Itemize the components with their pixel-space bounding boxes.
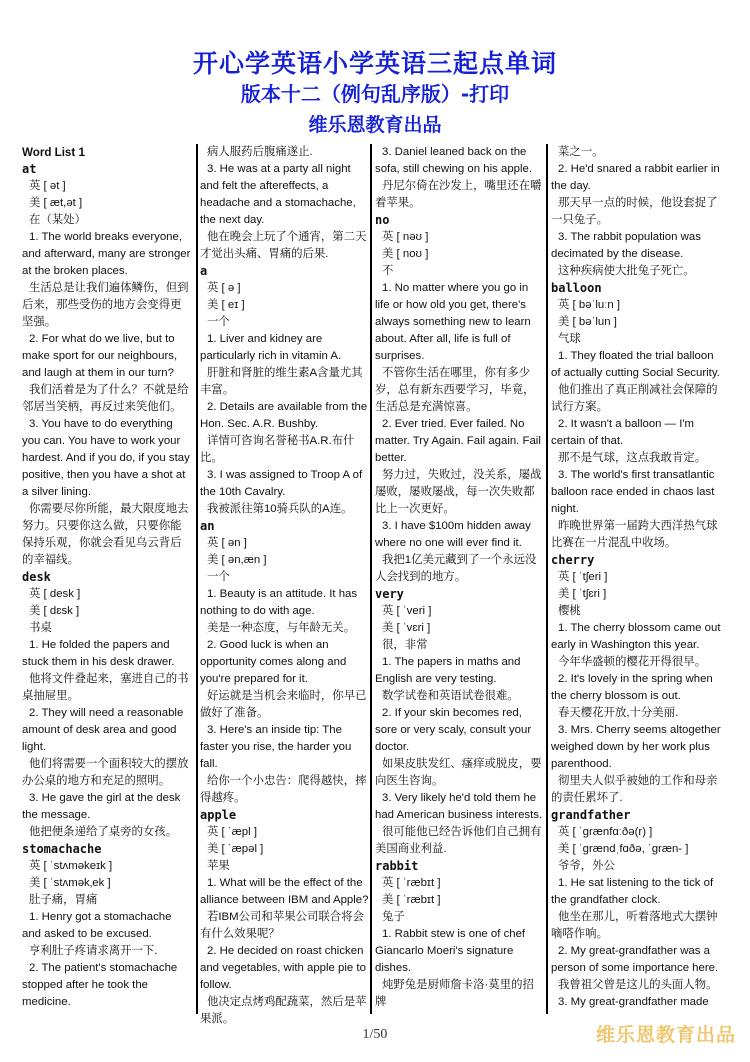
example-sentence: 2. The patient's stomachache stopped after he took the medicine. — [22, 962, 178, 1008]
meaning: 爷爷，外公 — [558, 860, 615, 872]
example-translation: 他把便条递给了桌旁的女孩。 — [29, 826, 178, 838]
example-translation: 好运就是当机会来临时，你早已做好了准备。 — [200, 690, 367, 719]
phonetic: 美 [ ˈæpəl ] — [207, 843, 264, 855]
example-sentence: 3. The rabbit population was decimated by the disease. — [551, 231, 701, 260]
phonetic: 美 [ ˈstʌmək‚ek ] — [29, 877, 111, 889]
meaning: 兔子 — [382, 911, 405, 923]
example-translation: 他将文件叠起来，塞进自己的书桌抽屉里。 — [22, 673, 189, 702]
example-translation: 亨利肚子疼请求离开一下. — [29, 945, 158, 957]
phonetic: 美 [ ˈvɛri ] — [382, 622, 431, 634]
example-translation: 春天樱花开放,十分美丽. — [558, 707, 679, 719]
example-translation: 如果皮肤发红、瘙痒或脱皮，要向医生咨询。 — [375, 758, 542, 787]
meaning: 苹果 — [207, 860, 230, 872]
headword: cherry — [551, 553, 595, 567]
example-sentence: 2. If your skin becomes red, sore or very scaly, consult your doctor. — [375, 707, 532, 753]
example-translation: 昨晚世界第一届跨大西洋热气球比赛在一片混乱中收场。 — [551, 520, 718, 549]
example-sentence: 2. For what do we live, but to make sport for our neighbours, and laugh at them in our turn? — [22, 333, 178, 379]
example-translation: 美是一种态度，与年龄无关。 — [207, 622, 356, 634]
example-sentence: 1. Liver and kidney are particularly rich in vitamin A. — [200, 333, 342, 362]
phonetic: 英 [ ˈveri ] — [382, 605, 432, 617]
example-translation: 生活总是让我们遍体鳞伤，但到后来，那些受伤的地方会变得更坚强。 — [22, 282, 189, 328]
column-divider — [546, 144, 548, 1014]
example-sentence: 1. The world breaks everyone, and afterward, many are stronger at the broken places. — [22, 231, 191, 277]
example-translation: 他决定点烤鸡配蔬菜，然后是苹果派。 — [200, 996, 367, 1025]
phonetic: 英 [ ˈæpl ] — [207, 826, 258, 838]
phonetic: 美 [ dɛsk ] — [29, 605, 80, 617]
example-translation: 菜之一。 — [558, 146, 604, 158]
headword: an — [200, 519, 215, 533]
example-sentence: 1. They floated the trial balloon of actually cutting Social Security. — [551, 350, 720, 379]
meaning: 在（某处） — [29, 214, 86, 226]
example-sentence: 2. Ever tried. Ever failed. No matter. Try Again. Fail again. Fail better. — [375, 418, 541, 464]
example-translation: 丹尼尔倚在沙发上，嘴里还在嚼着苹果。 — [375, 180, 542, 209]
phonetic: 美 [ bəˈlun ] — [558, 316, 617, 328]
publisher-line: 维乐恩教育出品 — [308, 114, 442, 136]
column-2 — [200, 144, 369, 1025]
headword: grandfather — [551, 808, 631, 822]
example-sentence: 2. Details are available from the Hon. Sec. A.R. Bushby. — [200, 401, 368, 430]
example-sentence: 1. He folded the papers and stuck them in his desk drawer. — [22, 639, 175, 668]
meaning: 很，非常 — [382, 639, 428, 651]
phonetic: 美 [ eɪ ] — [207, 299, 245, 311]
phonetic: 英 [ ˈɡrænfɑːðə(r) ] — [558, 826, 653, 838]
example-translation: 病人服药后腹痛遂止. — [207, 146, 313, 158]
example-translation: 今年华盛顿的樱花开得很早。 — [558, 656, 707, 668]
example-translation: 给你一个小忠告：爬得越快，摔得越疼。 — [200, 775, 367, 804]
headword: apple — [200, 808, 237, 822]
phonetic: 英 [ desk ] — [29, 588, 81, 600]
phonetic: 美 [ æt,ət ] — [29, 197, 83, 209]
example-sentence: 2. It's lovely in the spring when the cherry blossom is out. — [551, 673, 713, 702]
example-translation: 这种疾病使大批兔子死亡。 — [558, 265, 695, 277]
example-translation: 肝脏和肾脏的维生素A含量尤其丰富。 — [200, 367, 363, 396]
column-3 — [375, 144, 545, 1014]
example-sentence: 3. I was assigned to Troop A of the 10th Cavalry. — [200, 469, 363, 498]
document-title: 开心学英语小学英语三起点单词 — [192, 49, 557, 78]
example-sentence: 3. My great-grandfather made — [558, 996, 709, 1008]
headword: rabbit — [375, 859, 419, 873]
phonetic: 英 [ ə ] — [207, 282, 241, 294]
example-sentence: 2. He'd snared a rabbit earlier in the day. — [551, 163, 720, 192]
example-sentence: 3. Daniel leaned back on the sofa, still chewing on his apple. — [375, 146, 533, 175]
example-sentence: 1. The papers in maths and English are very testing. — [375, 656, 521, 685]
phonetic: 美 [ ˈræbɪt ] — [382, 894, 441, 906]
phonetic: 英 [ nəʊ ] — [382, 231, 429, 243]
example-translation: 彻里夫人似乎被她的工作和母亲的责任累坏了. — [551, 775, 718, 804]
example-translation: 那天早一点的时候，他设套捉了一只兔子。 — [551, 197, 718, 226]
example-sentence: 2. Good luck is when an opportunity comes along and you're prepared for it. — [200, 639, 347, 685]
headword: no — [375, 213, 390, 227]
example-translation: 我曾祖父曾是这儿的头面人物。 — [558, 979, 718, 991]
example-translation: 努力过，失败过，没关系，屡战屡败，屡败屡战，每一次失败都比上一次更好。 — [375, 469, 542, 515]
example-translation: 不管你生活在哪里，你有多少岁，总有新东西要学习，毕竟，生活总是充满惊喜。 — [375, 367, 535, 413]
meaning: 一个 — [207, 316, 230, 328]
phonetic: 美 [ ˈɡrændˌfɑðə, ˈɡræn- ] — [558, 843, 689, 855]
word-list-heading: Word List 1 — [22, 146, 85, 159]
example-translation: 炖野兔是厨师詹卡洛·莫里的招牌 — [375, 979, 534, 1008]
example-sentence: 2. It wasn't a balloon — I'm certain of that. — [551, 418, 695, 447]
headword: desk — [22, 570, 51, 584]
document-subtitle: 版本十二（例句乱序版）-打印 — [240, 82, 510, 106]
example-sentence: 1. What will be the effect of the alliance between IBM and Apple? — [200, 877, 369, 906]
example-translation: 很可能他已经告诉他们自己拥有美国商业利益. — [375, 826, 542, 855]
example-translation: 他们推出了真正削减社会保障的试行方案。 — [551, 384, 718, 413]
example-sentence: 3. He gave the girl at the desk the message. — [22, 792, 181, 821]
headword: a — [200, 264, 208, 278]
example-sentence: 1. Rabbit stew is one of chef Giancarlo Moeri's signature dishes. — [375, 928, 526, 974]
example-sentence: 2. They will need a reasonable amount of desk area and good light. — [22, 707, 184, 753]
word-list-columns — [22, 144, 726, 1025]
meaning: 书桌 — [29, 622, 52, 634]
example-sentence: 3. Here's an inside tip: The faster you rise, the harder you fall. — [200, 724, 352, 770]
example-translation: 他们将需要一个面积较大的摆放办公桌的地方和充足的照明。 — [22, 758, 189, 787]
phonetic: 美 [ noʊ ] — [382, 248, 429, 260]
example-sentence: 1. Beauty is an attitude. It has nothing to do with age. — [200, 588, 358, 617]
headword: at — [22, 162, 37, 176]
example-sentence: 3. I have $100m hidden away where no one will ever find it. — [375, 520, 531, 549]
example-translation: 他在晚会上玩了个通宵，第二天才觉出头痛、胃痛的后果. — [200, 231, 367, 260]
phonetic: 英 [ ˈstʌməkeɪk ] — [29, 860, 113, 872]
headword: very — [375, 587, 404, 601]
example-translation: 我被派往第10骑兵队的A连。 — [207, 503, 353, 515]
example-sentence: 1. The cherry blossom came out early in Washington this year. — [551, 622, 721, 651]
example-translation: 详情可咨询名誉秘书A.R.布什比。 — [200, 435, 355, 464]
example-sentence: 3. You have to do everything you can. You have to work your hardest. And if you do, if you stay positive, then you have a shot at a silver lining. — [22, 418, 190, 498]
example-translation: 你需要尽你所能，最大限度地去努力。只要你这么做，只要你能保持乐观，你就会看见乌云背后的幸福线。 — [22, 503, 189, 566]
meaning: 不 — [382, 265, 394, 277]
headword: stomachache — [22, 842, 102, 856]
phonetic: 英 [ ən ] — [207, 537, 247, 549]
column-4 — [551, 144, 722, 1014]
phonetic: 美 [ ˈtʃɛri ] — [558, 588, 607, 600]
phonetic: 英 [ ət ] — [29, 180, 66, 192]
watermark-text: 维乐恩教育出品 — [595, 1024, 736, 1046]
example-translation: 那不是气球，这点我敢肯定。 — [558, 452, 707, 464]
example-sentence: 1. He sat listening to the tick of the grandfather clock. — [551, 877, 714, 906]
example-translation: 我们活着是为了什么？不就是给邻居当笑柄，再反过来笑他们。 — [22, 384, 189, 413]
column-divider — [196, 144, 198, 1014]
column-1 — [22, 144, 192, 1014]
page-number: 1/50 — [362, 1027, 388, 1042]
example-translation: 若IBM公司和苹果公司联合将会有什么效果呢？ — [200, 911, 364, 940]
example-translation: 我把1亿美元藏到了一个永远没人会找到的地方。 — [375, 554, 537, 583]
meaning: 一个 — [207, 571, 230, 583]
column-divider — [370, 144, 372, 1014]
meaning: 樱桃 — [558, 605, 581, 617]
phonetic: 英 [ ˈræbɪt ] — [382, 877, 441, 889]
example-sentence: 3. Mrs. Cherry seems altogether weighed down by her work plus parenthood. — [551, 724, 721, 770]
example-sentence: 2. He decided on roast chicken and vegetables, with apple pie to follow. — [200, 945, 366, 991]
example-sentence: 2. My great-grandfather was a person of some importance here. — [551, 945, 719, 974]
example-sentence: 1. No matter where you go in life or how old you get, there's always something new to learn about. After all, life is full of surprises. — [375, 282, 531, 362]
example-sentence: 1. Henry got a stomachache and asked to be excused. — [22, 911, 172, 940]
example-sentence: 3. Very likely he'd told them he had American business interests. — [375, 792, 543, 821]
phonetic: 英 [ ˈtʃeri ] — [558, 571, 608, 583]
headword: balloon — [551, 281, 602, 295]
phonetic: 英 [ bəˈluːn ] — [558, 299, 621, 311]
meaning: 气球 — [558, 333, 581, 345]
example-sentence: 3. The world's first transatlantic balloon race ended in chaos last night. — [551, 469, 715, 515]
phonetic: 美 [ ən,æn ] — [207, 554, 267, 566]
example-sentence: 3. He was at a party all night and felt the aftereffects, a headache and a stomachache, the next day. — [200, 163, 356, 226]
example-translation: 他坐在那儿，听着落地式大摆钟嘀嗒作响。 — [551, 911, 718, 940]
example-translation: 数学试卷和英语试卷很难。 — [382, 690, 519, 702]
meaning: 肚子痛，胃痛 — [29, 894, 98, 906]
